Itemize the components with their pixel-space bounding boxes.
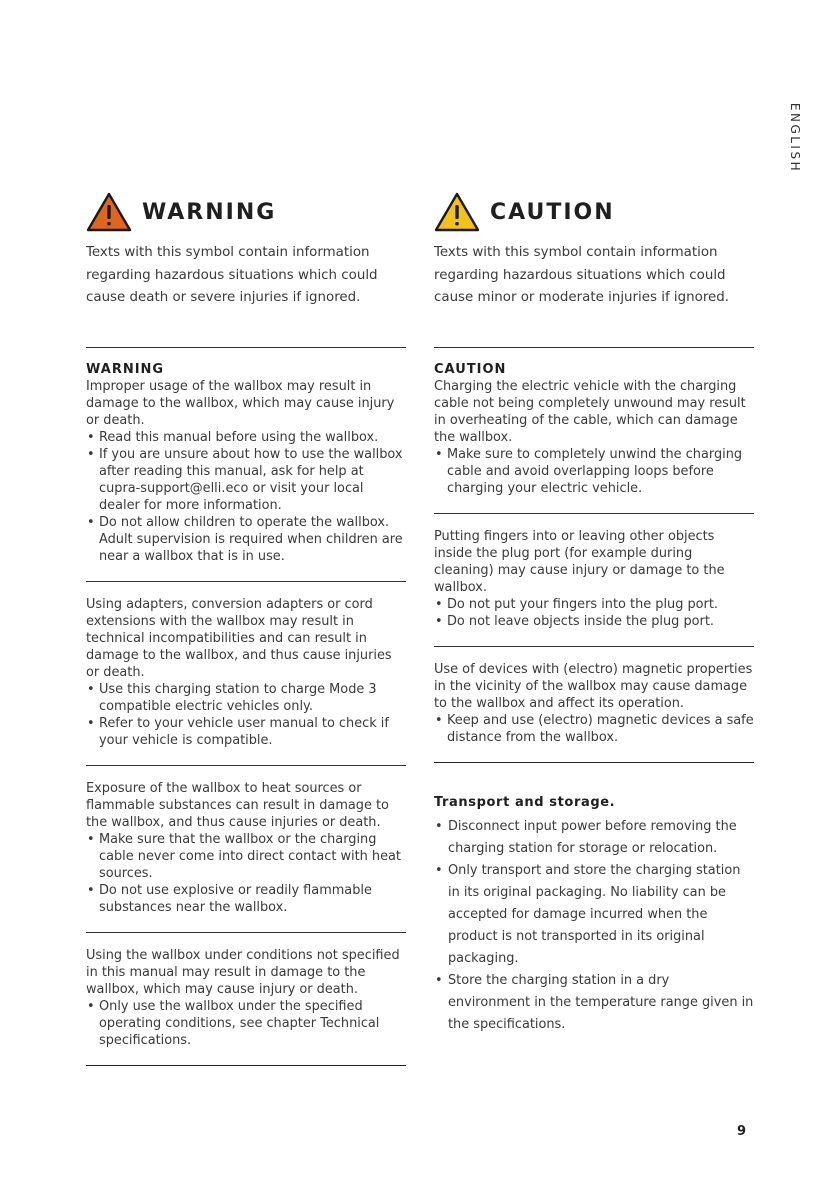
warning-symbol-description: Texts with this symbol contain information regarding hazardous situations which could cause death or severe injuries if ignored. <box>86 245 378 305</box>
language-label: ENGLISH <box>788 102 803 174</box>
bullet-item: • Only transport and store the charging station in its original packaging. No liability can be accepted for damage incurred when the product is not transported in its original packaging. <box>434 860 754 970</box>
safety-block <box>86 766 406 932</box>
safety-block <box>86 933 406 1065</box>
safety-block <box>86 348 406 581</box>
language-tab <box>783 98 807 178</box>
bullet-item: • Disconnect input power before removing the charging station for storage or relocation. <box>434 816 754 860</box>
bullet-item: • Do not put your fingers into the plug port. <box>434 596 754 613</box>
bullet-list <box>86 831 406 916</box>
warning-symbol-heading <box>86 192 276 232</box>
safety-block <box>434 647 754 762</box>
caution-symbol-heading <box>434 192 615 232</box>
bullet-item: • Use this charging station to charge Mode 3 compatible electric vehicles only. <box>86 681 406 715</box>
bullet-item: • Only use the wallbox under the specified operating conditions, see chapter Technical specifications. <box>86 998 406 1049</box>
page-number: 9 <box>737 1124 747 1139</box>
transport-heading: Transport and storage. <box>434 795 616 810</box>
bullet-item: • Make sure that the wallbox or the charging cable never come into direct contact with heat sources. <box>86 831 406 882</box>
block-heading: WARNING <box>86 362 165 377</box>
block-text: Using adapters, conversion adapters or cord extensions with the wallbox may result in technical incompatibilities and can result in damage to the wallbox, and thus cause injuries or death. <box>86 597 392 680</box>
bullet-list <box>434 446 754 497</box>
right-safety-column <box>434 347 754 1052</box>
safety-block <box>86 582 406 765</box>
caution-symbol-title: CAUTION <box>490 199 615 225</box>
bullet-item: • Make sure to completely unwind the charging cable and avoid overlapping loops before charging your electric vehicle. <box>434 446 754 497</box>
bullet-item: • Refer to your vehicle user manual to check if your vehicle is compatible. <box>86 715 406 749</box>
bullet-item: • Do not allow children to operate the wallbox. Adult supervision is required when children are near a wallbox that is in use. <box>86 514 406 565</box>
divider <box>86 1065 406 1066</box>
bullet-item: • Read this manual before using the wallbox. <box>86 429 406 446</box>
warning-triangle-icon <box>86 192 132 232</box>
caution-triangle-icon <box>434 192 480 232</box>
block-text: Charging the electric vehicle with the charging cable not being completely unwound may result in overheating of the cable, which can damage the wallbox. <box>434 379 746 445</box>
safety-block <box>434 514 754 646</box>
bullet-list <box>434 816 754 1036</box>
block-text: Putting fingers into or leaving other objects inside the plug port (for example during cleaning) may cause injury or damage to the wallbox. <box>434 529 725 595</box>
block-text: Improper usage of the wallbox may result in damage to the wallbox, which may cause injury or death. <box>86 379 395 428</box>
bullet-item: • Do not use explosive or readily flammable substances near the wallbox. <box>86 882 406 916</box>
bullet-item: • Do not leave objects inside the plug port. <box>434 613 754 630</box>
warning-symbol-title: WARNING <box>142 199 277 225</box>
bullet-list <box>86 429 406 565</box>
block-text: Use of devices with (electro) magnetic properties in the vicinity of the wallbox may cause damage to the wallbox and affect its operation. <box>434 662 753 711</box>
bullet-item: • Store the charging station in a dry environment in the temperature range given in the specifications. <box>434 970 754 1036</box>
bullet-item: • If you are unsure about how to use the wallbox after reading this manual, ask for help at cupra-support@elli.eco or visit your local dealer for more information. <box>86 446 406 514</box>
block-text: Using the wallbox under conditions not specified in this manual may result in damage to the wallbox, which may cause injury or death. <box>86 948 400 997</box>
bullet-item: • Keep and use (electro) magnetic devices a safe distance from the wallbox. <box>434 712 754 746</box>
bullet-list <box>434 596 754 630</box>
bullet-list <box>86 681 406 749</box>
bullet-list <box>86 998 406 1049</box>
bullet-list <box>434 712 754 746</box>
block-heading: CAUTION <box>434 362 507 377</box>
left-safety-column <box>86 347 406 1066</box>
caution-symbol-description: Texts with this symbol contain information regarding hazardous situations which could cause minor or moderate injuries if ignored. <box>434 245 730 305</box>
block-text: Exposure of the wallbox to heat sources or flammable substances can result in damage to the wallbox, and thus cause injuries or death. <box>86 781 389 830</box>
transport-storage-section <box>434 763 754 1052</box>
safety-block <box>434 348 754 513</box>
